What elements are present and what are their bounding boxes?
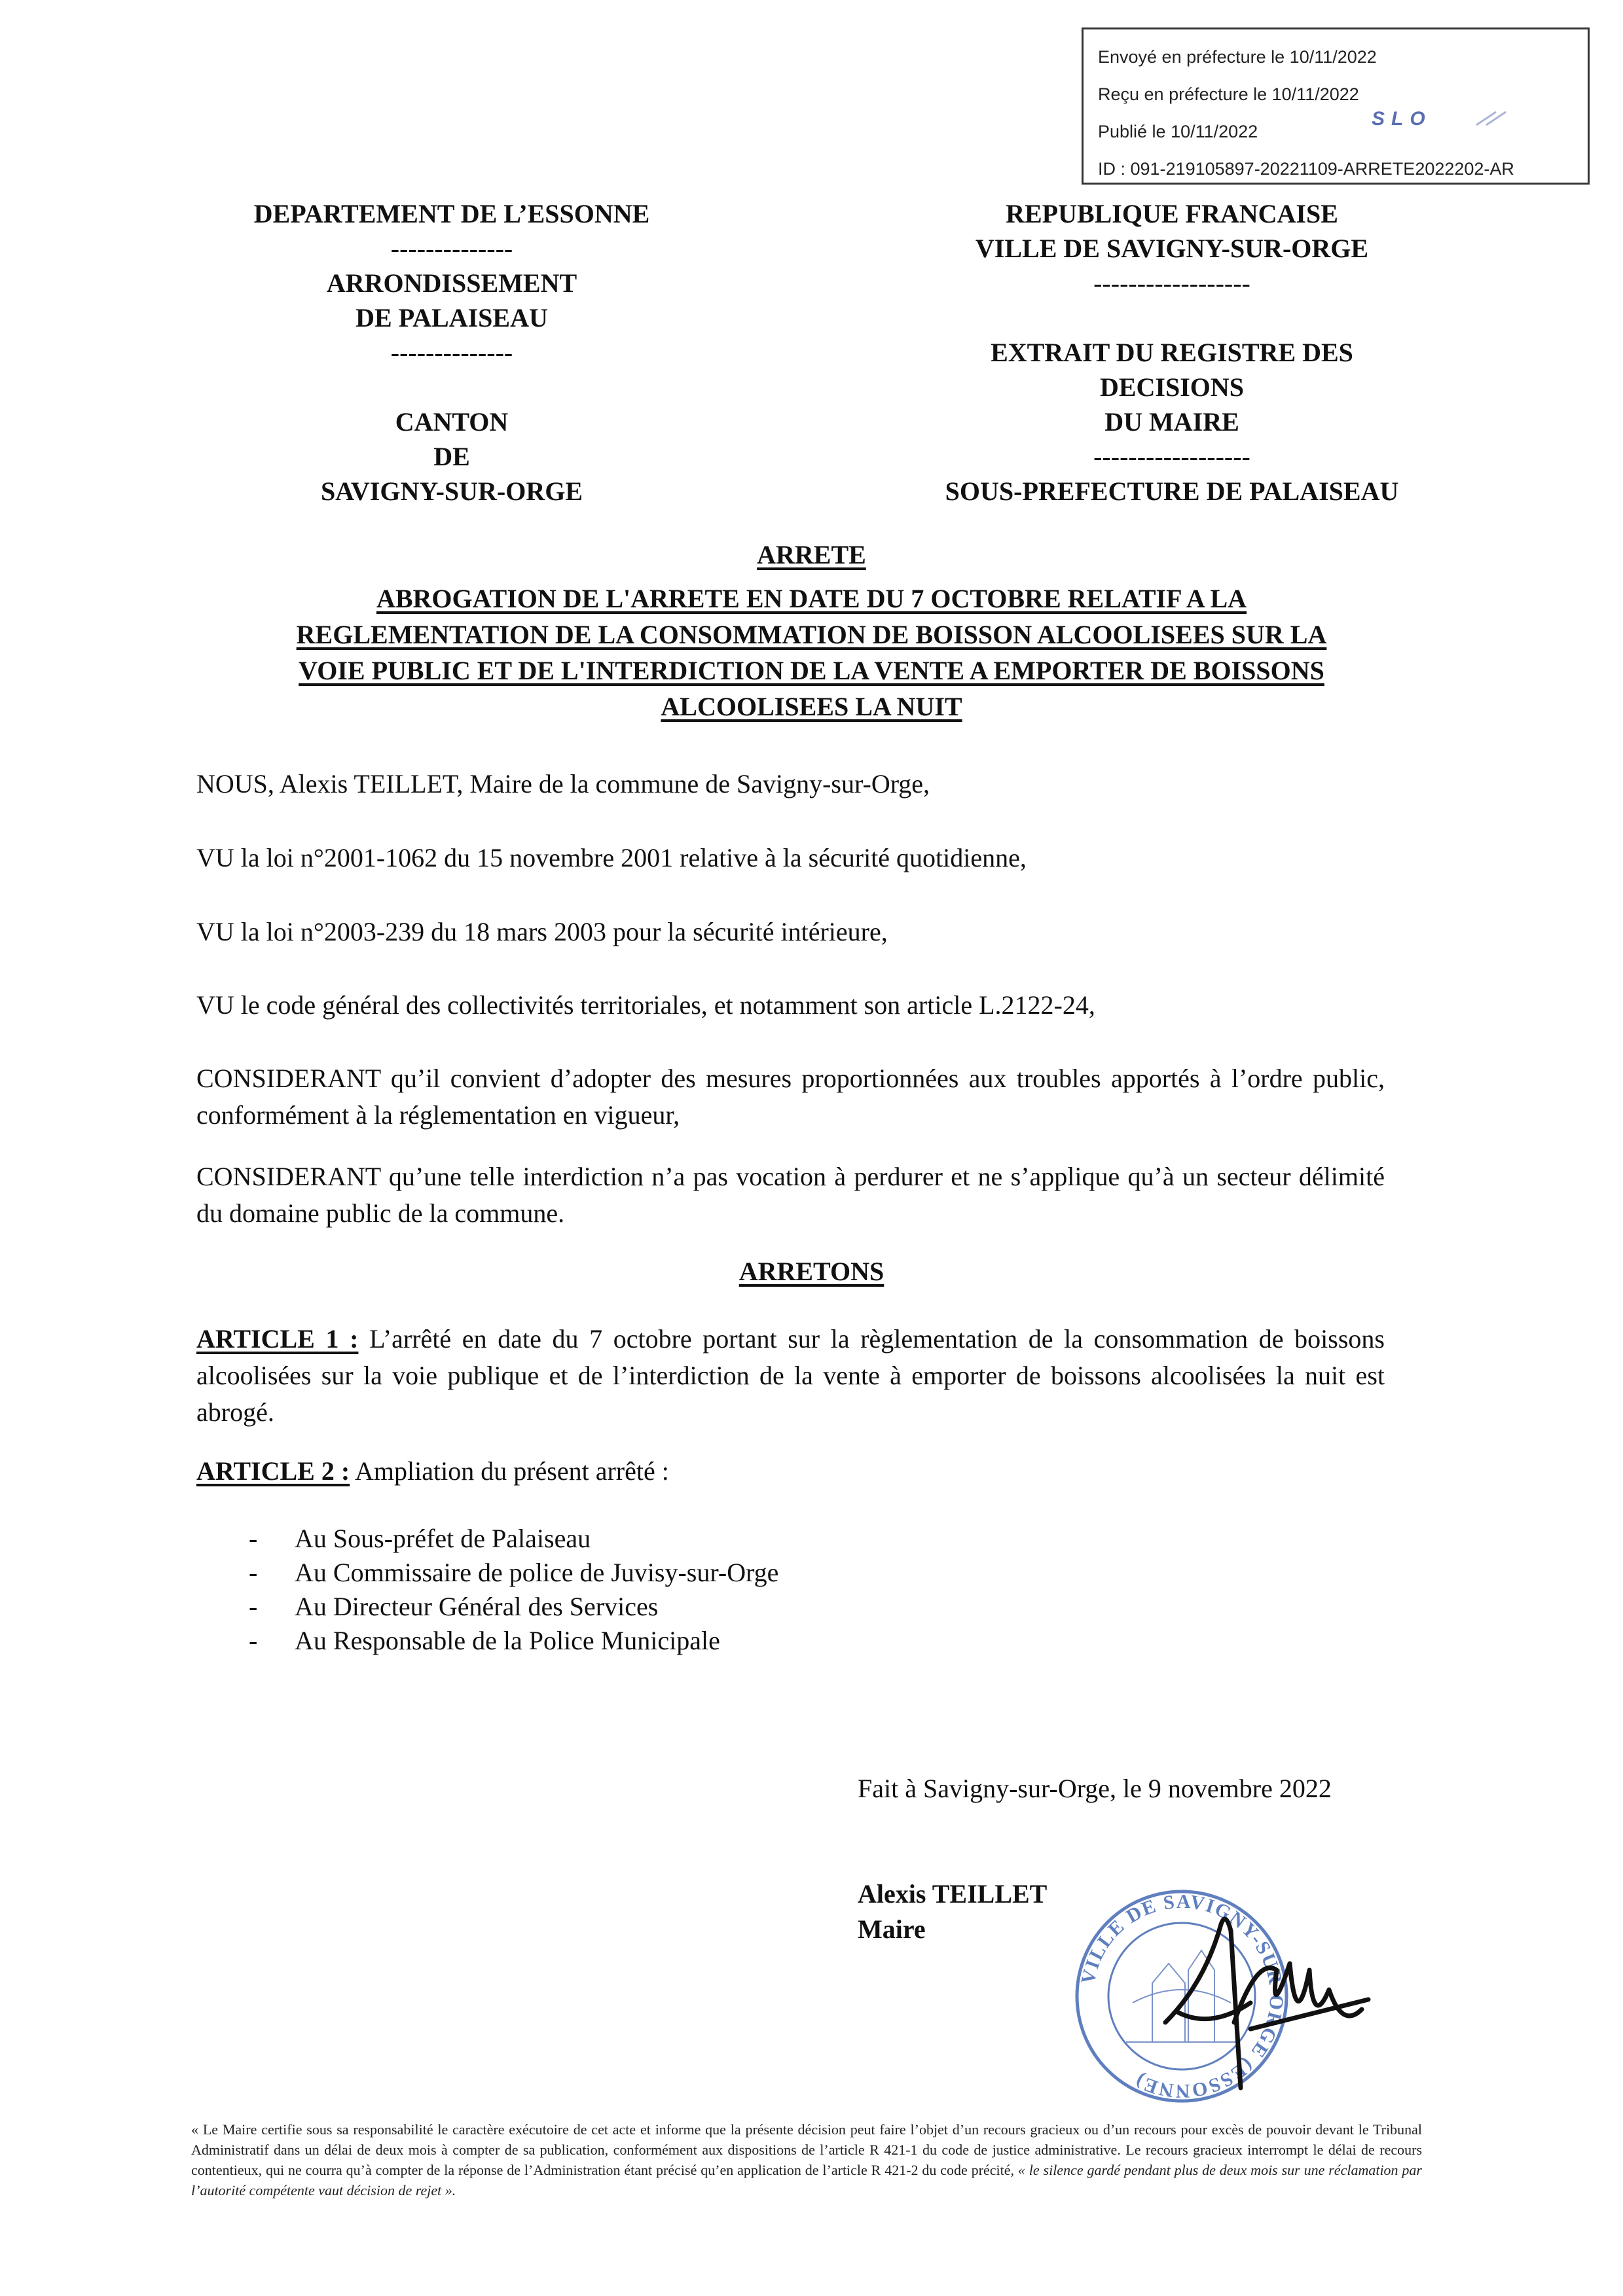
stamp-sent: Envoyé en préfecture le 10/11/2022 [1098,47,1377,67]
signatory-name: Alexis TEILLET [858,1879,1048,1909]
article-1 [196,1321,1385,1431]
city-name: VILLE DE SAVIGNY-SUR-ORGE [975,234,1369,263]
arrondissement-line2: DE PALAISEAU [356,303,548,332]
extract-line3: DU MAIRE [1104,407,1239,437]
list-item: - Au Directeur Général des Services [249,1590,778,1624]
left-header [190,196,714,509]
sub-prefecture: SOUS-PREFECTURE DE PALAISEAU [945,476,1399,506]
seal-and-signature [1054,1872,1395,2121]
arretons-heading: ARRETONS [739,1257,884,1286]
signatory [858,1876,1047,1947]
document-title [0,537,1623,725]
recipient-list [249,1522,778,1658]
vu-paragraph-2: VU la loi n°2003-239 du 18 mars 2003 pour la sécurité intérieure, [196,917,888,946]
vu-paragraph-3: VU le code général des collectivités territoriales, et notamment son article L.2122-24, [196,990,1095,1020]
stamp-id: ID : 091-219105897-20221109-ARRETE2022202-AR [1098,159,1514,179]
republic-name: REPUBLIQUE FRANCAISE [1006,199,1338,228]
slo-logo-text: SLO [1372,108,1432,130]
seal-emblem [1126,1950,1237,2042]
place-date: Fait à Savigny-sur-Orge, le 9 novembre 2022 [858,1774,1332,1803]
article-1-text: L’arrêté en date du 7 octobre portant sur la règlementation de la consommation de boissons alcoolisées sur la voie publique et de l’interdiction de la vente à emporter de boissons alcoolisées la nuit est abrogé. [196,1324,1385,1427]
stamp-published: Publié le 10/11/2022 [1098,122,1258,141]
article-1-label: ARTICLE 1 : [196,1324,359,1354]
legal-notice [191,2119,1422,2200]
article-2-label: ARTICLE 2 : [196,1456,350,1486]
arrondissement-line1: ARRONDISSEMENT [326,268,577,298]
title-line1: ABROGATION DE L'ARRETE EN DATE DU 7 OCTOBRE RELATIF A LA [376,584,1247,613]
separator: ------------------ [1093,442,1250,471]
considerant-paragraph-2: CONSIDERANT qu’une telle interdiction n’a pas vocation à perdurer et ne s’applique qu’à un secteur délimité du domaine public de la commune. [196,1162,1385,1228]
canton-line2: DE [433,442,470,471]
list-item: - Au Commissaire de police de Juvisy-sur-Orge [249,1556,778,1590]
list-item: - Au Responsable de la Police Municipale [249,1624,778,1658]
legal-notice-text: « Le Maire certifie sous sa responsabilité le caractère exécutoire de cet acte et informe que la présente décision peut faire l’objet d’un recours gracieux ou d’un recours pour excès de pouvoir devant le Tribunal Administratif dans un délai de deux mois à compter de sa publication, conformément aux dispositions de l’article R 421-1 du code de justice administrative. Le recours gracieux interrompt le délai de recours contentieux, qui ne courra qu’à compter de la réponse de l’Administration étant précisé qu’en application de l’article R 421-2 du code précité, [191,2121,1422,2178]
article-2-text: Ampliation du présent arrêté : [350,1456,669,1486]
separator: ------------------ [1093,268,1250,298]
slo-logo [1365,105,1529,132]
department-name: DEPARTEMENT DE L’ESSONNE [253,199,650,228]
legal-notice-italic: « le silence gardé pendant plus de deux mois sur une réclamation par l’autorité compétente vaut décision de rejet ». [191,2162,1422,2198]
stamp-received: Reçu en préfecture le 10/11/2022 [1098,84,1359,104]
list-item: - Au Sous-préfet de Palaiseau [249,1522,778,1556]
arretons-heading-wrap [0,1253,1623,1289]
article-2 [196,1453,1385,1490]
prefecture-stamp [1082,27,1590,185]
right-header [890,196,1453,509]
arrete-heading: ARRETE [757,540,866,569]
vu-paragraph-1: VU la loi n°2001-1062 du 15 novembre 2001 relative à la sécurité quotidienne, [196,843,1027,872]
considerant-paragraph-1: CONSIDERANT qu’il convient d’adopter des mesures proportionnées aux troubles apportés à l’ordre public, conformément à la réglementation en vigueur, [196,1064,1385,1130]
seal-text: VILLE DE SAVIGNY-SUR-ORGE (ESSONNE) [1077,1890,1288,2102]
canton-line3: SAVIGNY-SUR-ORGE [320,476,583,506]
signatory-role: Maire [858,1914,926,1944]
canton-line1: CANTON [395,407,509,437]
title-line4: ALCOOLISEES LA NUIT [661,692,962,721]
nous-paragraph: NOUS, Alexis TEILLET, Maire de la commune de Savigny-sur-Orge, [196,769,930,798]
extract-line2: DECISIONS [1099,372,1245,402]
separator: -------------- [390,338,513,367]
separator: -------------- [390,234,513,263]
title-line2: REGLEMENTATION DE LA CONSOMMATION DE BOISSON ALCOOLISEES SUR LA [296,620,1327,649]
extract-line1: EXTRAIT DU REGISTRE DES [991,338,1353,367]
title-line3: VOIE PUBLIC ET DE L'INTERDICTION DE LA VENTE A EMPORTER DE BOISSONS [299,656,1324,685]
